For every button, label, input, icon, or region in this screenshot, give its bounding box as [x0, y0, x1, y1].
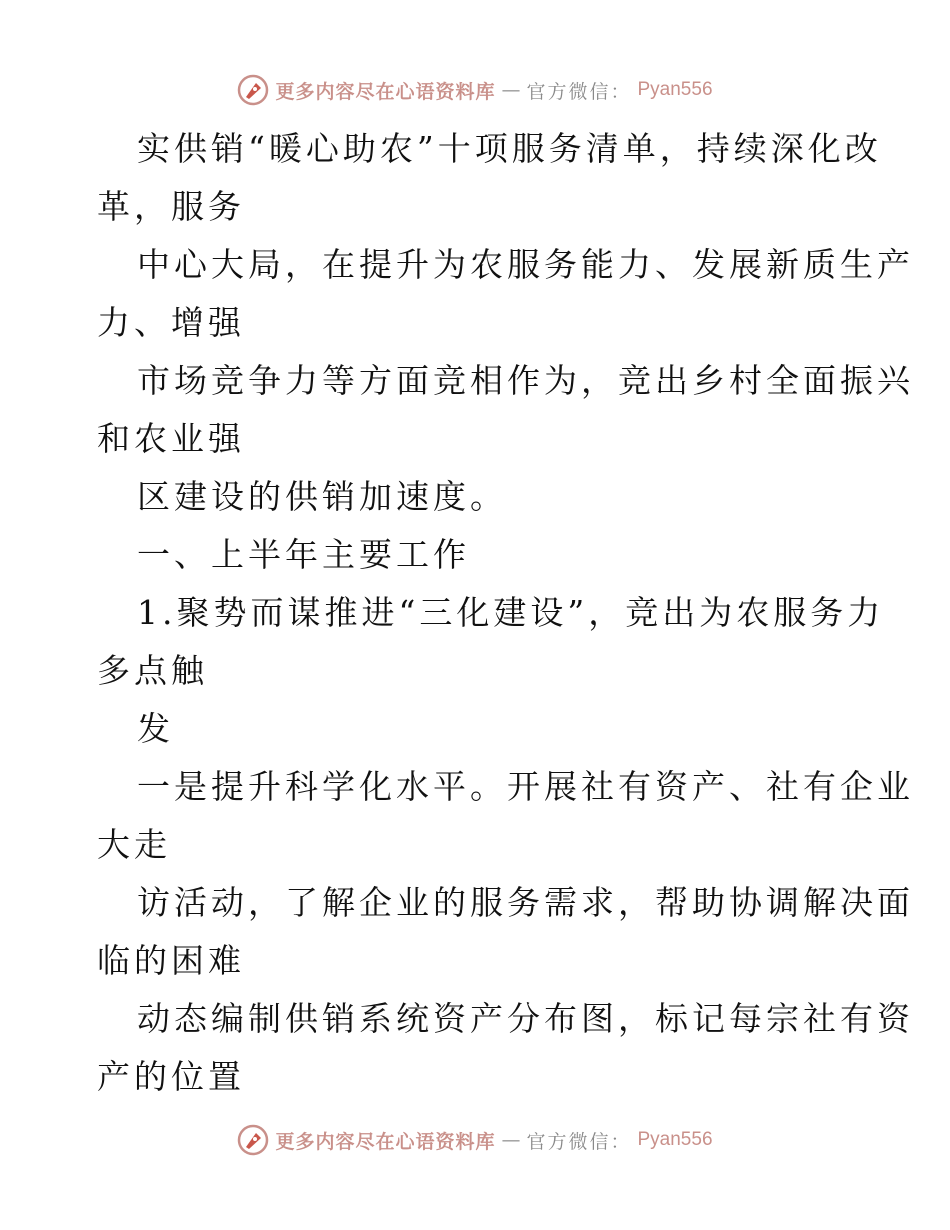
watermark-label: 官方微信：: [526, 1130, 632, 1153]
watermark-text: 更多内容尽在心语资料库: [275, 80, 496, 103]
text-line: 中心大局，在提升为农服务能力、发展新质生产: [137, 245, 914, 284]
document-body: [97, 120, 914, 1106]
text-line: 访活动，了解企业的服务需求，帮助协调解决面: [137, 883, 914, 922]
text-line: 一是提升科学化水平。开展社有资产、社有企业: [137, 767, 914, 806]
pen-nib-logo-icon: [237, 74, 269, 106]
watermark-separator: —: [501, 1129, 521, 1151]
watermark-label: 官方微信：: [526, 80, 632, 103]
watermark-id: Pyan556: [637, 1129, 713, 1150]
text-line: 动态编制供销系统资产分布图，标记每宗社有资: [137, 999, 914, 1038]
header-watermark: [0, 70, 950, 110]
watermark-separator: —: [501, 79, 521, 101]
watermark-id: Pyan556: [637, 79, 713, 100]
text-line: 多点触: [97, 651, 208, 690]
text-line: 临的困难: [97, 941, 245, 980]
watermark-text: 更多内容尽在心语资料库: [275, 1130, 496, 1153]
text-line: 革，服务: [97, 187, 245, 226]
section-heading: 一、上半年主要工作: [137, 535, 470, 574]
text-line: 区建设的供销加速度。: [137, 477, 507, 516]
footer-watermark: [0, 1120, 950, 1160]
text-line: 大走: [97, 825, 171, 864]
text-line: 发: [137, 709, 174, 748]
text-line: 力、增强: [97, 303, 245, 342]
pen-nib-logo-icon: [237, 1124, 269, 1156]
subsection-heading: 1.聚势而谋推进“三化建设”，竞出为农服务力: [137, 593, 885, 632]
text-line: 产的位置: [97, 1057, 245, 1096]
text-line: 实供销“暖心助农”十项服务清单，持续深化改: [137, 129, 882, 168]
text-line: 和农业强: [97, 419, 245, 458]
text-line: 市场竞争力等方面竞相作为，竞出乡村全面振兴: [137, 361, 914, 400]
